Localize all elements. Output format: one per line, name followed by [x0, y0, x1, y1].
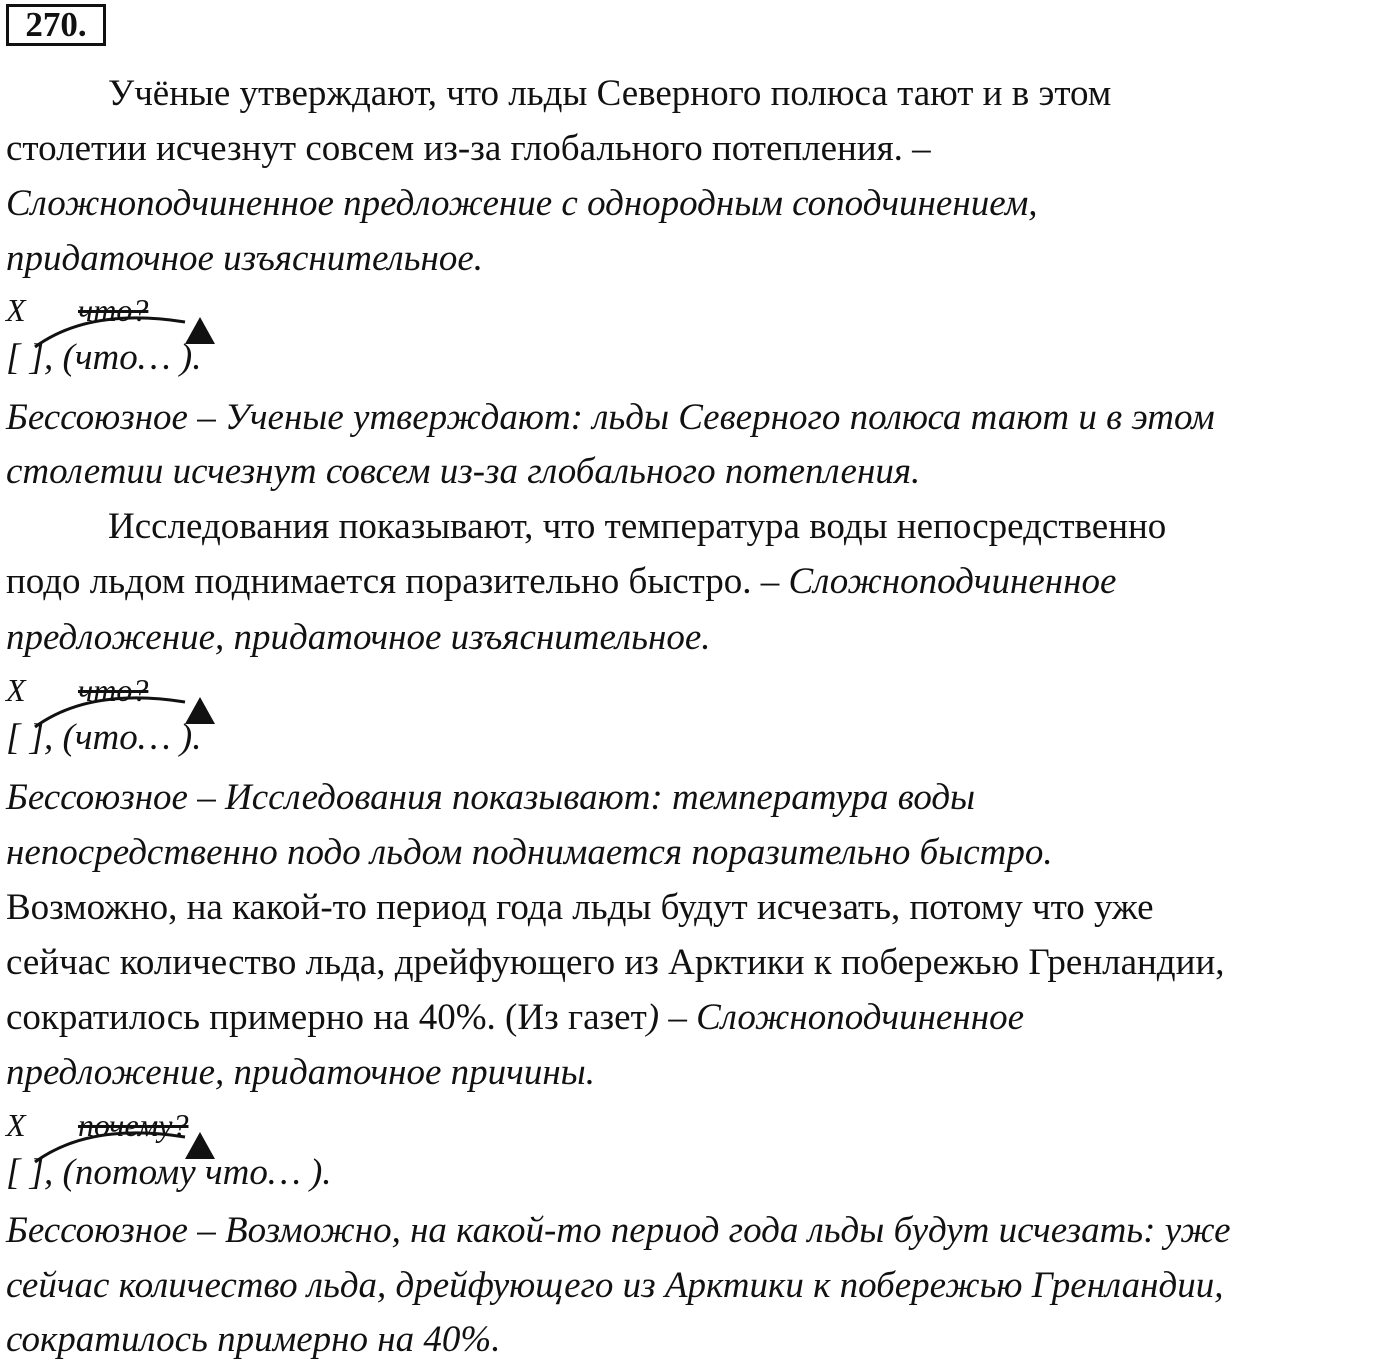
asyndetic-1-line-2: столетии исчезнут совсем из-за глобального потепления.	[6, 451, 921, 492]
sentence-2-line-1: Исследования показывают, что температура воды непосредственно	[108, 506, 1167, 547]
analysis-2-start: – Сложноподчиненное	[760, 561, 1117, 602]
scheme-question: почему?	[78, 1107, 189, 1143]
analysis-3-start: ) – Сложноподчиненное	[646, 997, 1024, 1038]
scheme-1	[0, 292, 420, 387]
sentence-1-line-1: Учёные утверждают, что льды Северного полюса тают и в этом	[108, 73, 1112, 114]
scheme-3	[0, 1107, 420, 1202]
sentence-1-line-2: столетии исчезнут совсем из-за глобального потепления. –	[6, 128, 931, 169]
sentence-2-text: подо льдом поднимается поразительно быстро.	[6, 561, 761, 602]
exercise-number: 270.	[6, 4, 106, 46]
analysis-1-line-1: Сложноподчиненное предложение с однородным соподчинением,	[6, 183, 1038, 224]
asyndetic-2-line-2: непосредственно подо льдом поднимается поразительно быстро.	[6, 832, 1053, 873]
sentence-3-line-1: Возможно, на какой-то период года льды будут исчезать, потому что уже	[6, 887, 1154, 928]
asyndetic-3-line-2: сейчас количество льда, дрейфующего из Арктики к побережью Гренландии,	[6, 1265, 1224, 1306]
scheme-question: что?	[78, 672, 149, 708]
asyndetic-3-line-1: Бессоюзное – Возможно, на какой-то период года льды будут исчезать: уже	[6, 1210, 1231, 1251]
scheme-question: что?	[78, 292, 149, 328]
scheme-main-marker: Х	[6, 672, 26, 708]
analysis-3-line-1: предложение, придаточное причины.	[6, 1052, 595, 1093]
analysis-1-line-2: придаточное изъяснительное.	[6, 238, 484, 279]
analysis-2-line-1: предложение, придаточное изъяснительное.	[6, 617, 711, 658]
scheme-formula: [ ], (потому что… ).	[6, 1152, 332, 1193]
asyndetic-2-line-1: Бессоюзное – Исследования показывают: температура воды	[6, 777, 976, 818]
scheme-main-marker: Х	[6, 1107, 26, 1143]
asyndetic-1-line-1: Бессоюзное – Ученые утверждают: льды Северного полюса тают и в этом	[6, 397, 1215, 438]
scheme-2	[0, 672, 420, 767]
sentence-3-line-2: сейчас количество льда, дрейфующего из Арктики к побережью Гренландии,	[6, 942, 1225, 983]
scheme-formula: [ ], (что… ).	[6, 717, 202, 758]
scheme-formula: [ ], (что… ).	[6, 337, 202, 378]
sentence-3-text: сократилось примерно на 40%. (Из газет	[6, 997, 647, 1038]
sentence-3-line-3	[6, 998, 1024, 1038]
sentence-2-line-2	[6, 562, 1116, 602]
asyndetic-3-line-3: сократилось примерно на 40%.	[6, 1319, 501, 1360]
scheme-main-marker: Х	[6, 292, 26, 328]
